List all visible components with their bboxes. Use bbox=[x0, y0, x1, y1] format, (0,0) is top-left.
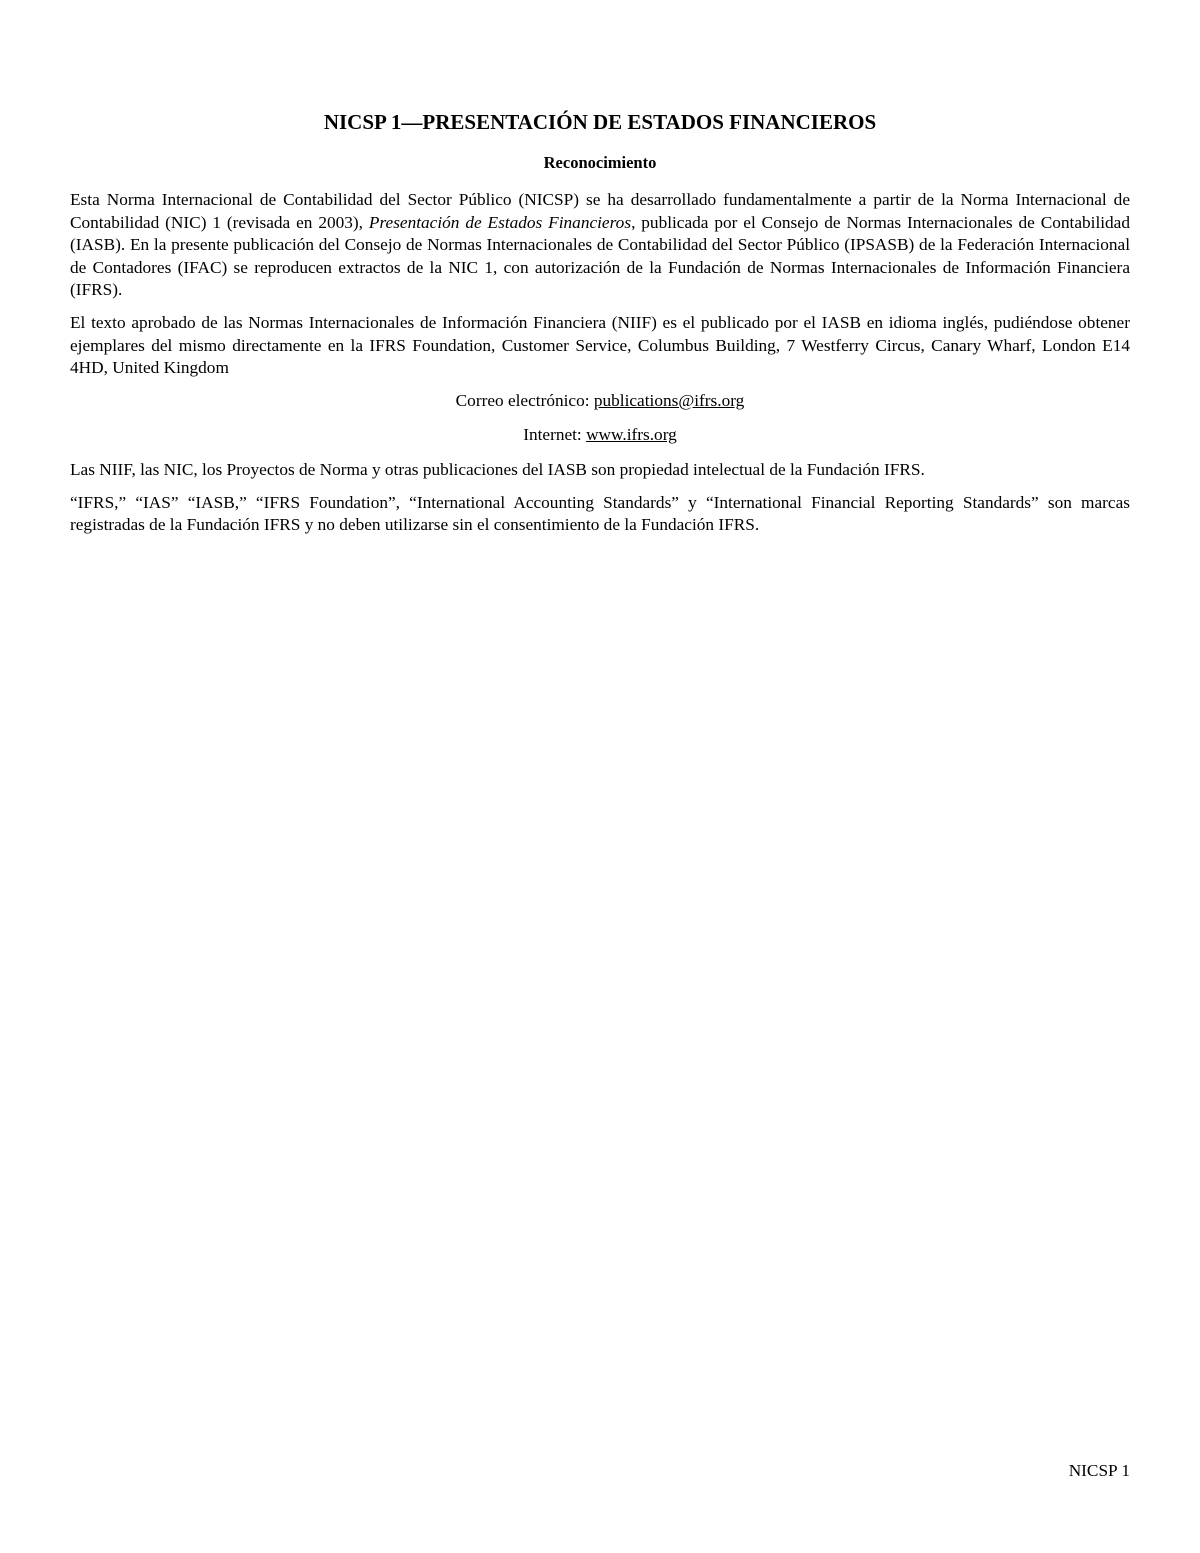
website-link[interactable]: www.ifrs.org bbox=[586, 425, 677, 445]
paragraph-intellectual-property: Las NIIF, las NIC, los Proyectos de Norma y otras publicaciones del IASB son propiedad intelectual de la Fundación IFRS. bbox=[70, 459, 925, 479]
document-title: NICSP 1—PRESENTACIÓN DE ESTADOS FINANCIEROS bbox=[323, 110, 877, 134]
email-line bbox=[70, 390, 1130, 413]
document-body bbox=[70, 189, 1130, 547]
page-footer-label: NICSP 1 bbox=[1068, 1461, 1130, 1480]
document-page bbox=[70, 0, 1130, 1553]
paragraph-approved-text: El texto aprobado de las Normas Internacionales de Información Financiera (NIIF) es el publicado por el IASB en idioma inglés, pudiéndose obtener ejemplares del mismo directamente en la IFRS Foundation, Customer Service, Columbus Building, 7 Westferry Circus, Canary Wharf, London E14 4HD, United Kingdom bbox=[70, 312, 1130, 378]
email-label: Correo electrónico: bbox=[455, 390, 594, 410]
section-heading: Reconocimiento bbox=[543, 153, 657, 172]
paragraph-acknowledgement bbox=[70, 189, 1130, 302]
paragraph-acknowledgement-text-2: , publicada por el Consejo de Normas Internacionales de Contabilidad (IASB). En la presente publicación del Consejo de Normas Internacionales de Contabilidad del Sector Público (IPSASB) de la Federación Internacional de Contadores (IFAC) se reproducen extractos de la NIC 1, con autorización de la Fundación de Normas Internacionales de Información Financiera (IFRS). bbox=[70, 212, 1130, 300]
email-link[interactable]: publications@ifrs.org bbox=[593, 390, 745, 410]
paragraph-acknowledgement-text-1: Esta Norma Internacional de Contabilidad del Sector Público (NICSP) se ha desarrollado fundamentalmente a partir de la Norma Internacional de Contabilidad (NIC) 1 (revisada en 2003), bbox=[70, 190, 1130, 232]
internet-line bbox=[70, 424, 1130, 447]
publication-title-italic: Presentación de Estados Financieros bbox=[368, 212, 632, 232]
internet-label: Internet: bbox=[523, 425, 587, 445]
paragraph-trademarks: “IFRS,” “IAS” “IASB,” “IFRS Foundation”, “International Accounting Standards” y “International Financial Reporting Standards” son marcas registradas de la Fundación IFRS y no deben utilizarse sin el consentimiento de la Fundación IFRS. bbox=[70, 492, 1130, 535]
